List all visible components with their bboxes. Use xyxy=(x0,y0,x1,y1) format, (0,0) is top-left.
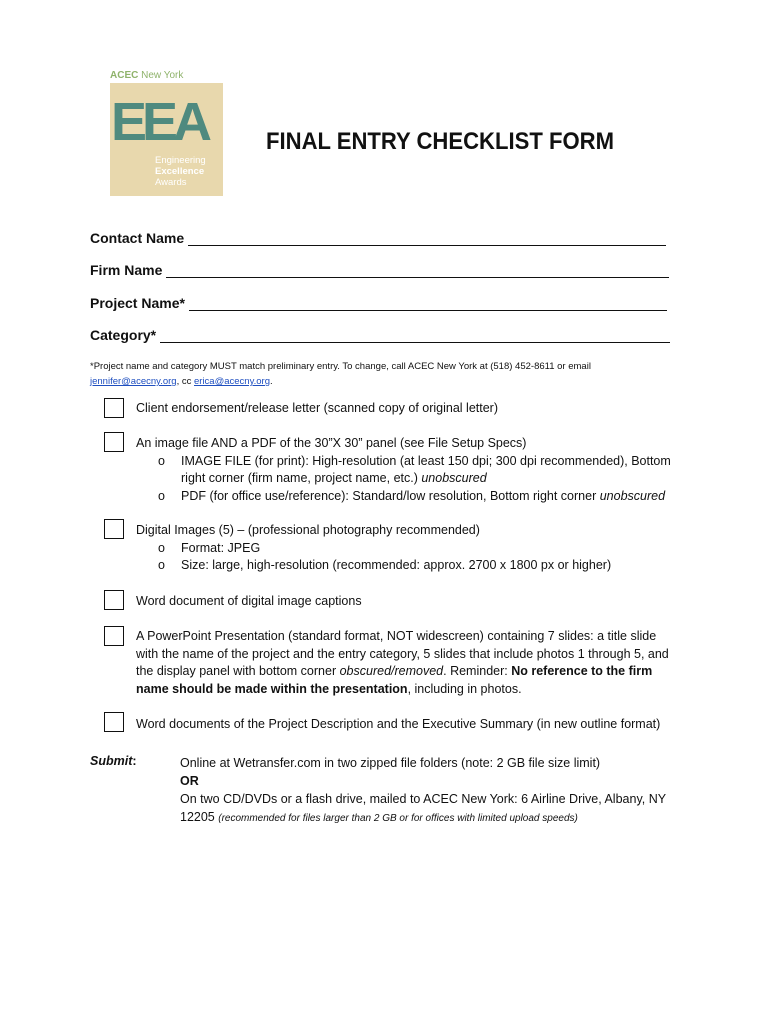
item-powerpoint-text: A PowerPoint Presentation (standard format, NOT widescreen) containing 7 slides: a title slide with the name of the project and the entry category, 5 slides that include photos 1 through 5, and the display panel with bottom corner xyxy=(136,629,669,678)
submit-or: OR xyxy=(180,774,199,788)
checkbox-word-documents[interactable] xyxy=(104,712,124,732)
bullet: o xyxy=(158,558,165,572)
note-text: *Project name and category MUST match preliminary entry. To change, call ACEC New York at (518) 452-8611 or email xyxy=(90,361,591,372)
page-title: FINAL ENTRY CHECKLIST FORM xyxy=(266,128,614,155)
logo-word-engineering: Engineering xyxy=(155,155,206,166)
logo-word-awards: Awards xyxy=(155,177,187,188)
checkbox-digital-images[interactable] xyxy=(104,519,124,539)
logo-word-excellence: Excellence xyxy=(155,166,205,177)
logo-org-text xyxy=(110,70,183,81)
logo-org: ACEC xyxy=(110,70,139,81)
sub-image-file-italic: unobscured xyxy=(421,471,487,485)
submit-instructions xyxy=(180,754,680,828)
item-word-documents: Word documents of the Project Description and the Executive Summary (in new outline format) xyxy=(136,717,661,731)
item-powerpoint-end: , including in photos. xyxy=(407,681,522,696)
contact-name-line[interactable] xyxy=(188,231,666,246)
acec-eea-logo xyxy=(110,70,225,198)
logo-mark: EEA xyxy=(111,92,208,152)
checkbox-image-pdf[interactable] xyxy=(104,432,124,452)
submit-mail-text: On two CD/DVDs or a flash drive, mailed to ACEC New York: 6 Airline Drive, Albany, NY 12205 xyxy=(180,792,666,824)
sub-size xyxy=(136,557,676,575)
bullet: o xyxy=(158,488,165,503)
sub-format-text: Format: JPEG xyxy=(181,540,261,555)
item-powerpoint-italic: obscured/removed xyxy=(339,664,444,678)
project-name-line[interactable] xyxy=(189,296,667,311)
email-link-jennifer[interactable]: jennifer@acecny.org xyxy=(90,376,177,387)
bullet: o xyxy=(158,453,165,468)
sub-format xyxy=(136,540,676,558)
item-powerpoint xyxy=(136,628,676,698)
sub-pdf-file-text: PDF (for office use/reference): Standard/low resolution, Bottom right corner xyxy=(181,488,600,503)
item-powerpoint-bold: No reference to the firm name should be made within the presentation xyxy=(136,664,653,696)
contact-name-label: Contact Name xyxy=(90,230,185,246)
bullet: o xyxy=(158,540,165,555)
category-field[interactable] xyxy=(90,327,670,343)
item-captions: Word document of digital image captions xyxy=(136,594,362,608)
sub-image-file-text: IMAGE FILE (for print): High-resolution (at least 150 dpi; 300 dpi recommended), Bottom right corner (firm name, project name, etc.) xyxy=(181,453,671,485)
submit-label-text: Submit xyxy=(90,754,133,768)
logo-words xyxy=(155,155,206,188)
project-name-field[interactable] xyxy=(90,295,667,311)
item-image-pdf xyxy=(136,435,676,505)
contact-name-field[interactable] xyxy=(90,230,666,246)
item-digital-images-label: Digital Images (5) – (professional photography recommended) xyxy=(136,523,480,537)
sub-pdf-file-italic: unobscured xyxy=(599,488,666,503)
submit-mail-note: (recommended for files larger than 2 GB or for offices with limited upload speeds) xyxy=(218,813,578,824)
entry-note xyxy=(90,359,660,389)
email-link-erica[interactable]: erica@acecny.org xyxy=(194,376,270,387)
submit-online: Online at Wetransfer.com in two zipped file folders (note: 2 GB file size limit) xyxy=(180,756,601,770)
sub-image-file xyxy=(136,453,676,488)
item-client-endorsement: Client endorsement/release letter (scanned copy of original letter) xyxy=(136,401,498,415)
item-powerpoint-reminder: . Reminder: xyxy=(443,664,512,678)
item-digital-images xyxy=(136,522,676,575)
submit-label xyxy=(90,754,137,768)
checkbox-captions[interactable] xyxy=(104,590,124,610)
note-cc: , cc xyxy=(176,376,194,387)
note-end: . xyxy=(270,376,273,387)
logo-box xyxy=(110,83,223,196)
item-image-pdf-label: An image file AND a PDF of the 30”X 30” panel (see File Setup Specs) xyxy=(136,436,527,450)
firm-name-label: Firm Name xyxy=(90,262,163,278)
logo-region: New York xyxy=(141,70,184,81)
submit-colon: : xyxy=(132,754,137,768)
project-name-label: Project Name* xyxy=(90,295,185,311)
category-line[interactable] xyxy=(160,328,670,343)
submit-mail xyxy=(180,790,680,828)
category-label: Category* xyxy=(90,327,157,343)
firm-name-field[interactable] xyxy=(90,262,669,278)
checkbox-client-endorsement[interactable] xyxy=(104,398,124,418)
checkbox-powerpoint[interactable] xyxy=(104,626,124,646)
firm-name-line[interactable] xyxy=(166,263,669,278)
sub-pdf-file xyxy=(136,488,676,506)
sub-size-text: Size: large, high-resolution (recommended: approx. 2700 x 1800 px or higher) xyxy=(181,558,612,572)
